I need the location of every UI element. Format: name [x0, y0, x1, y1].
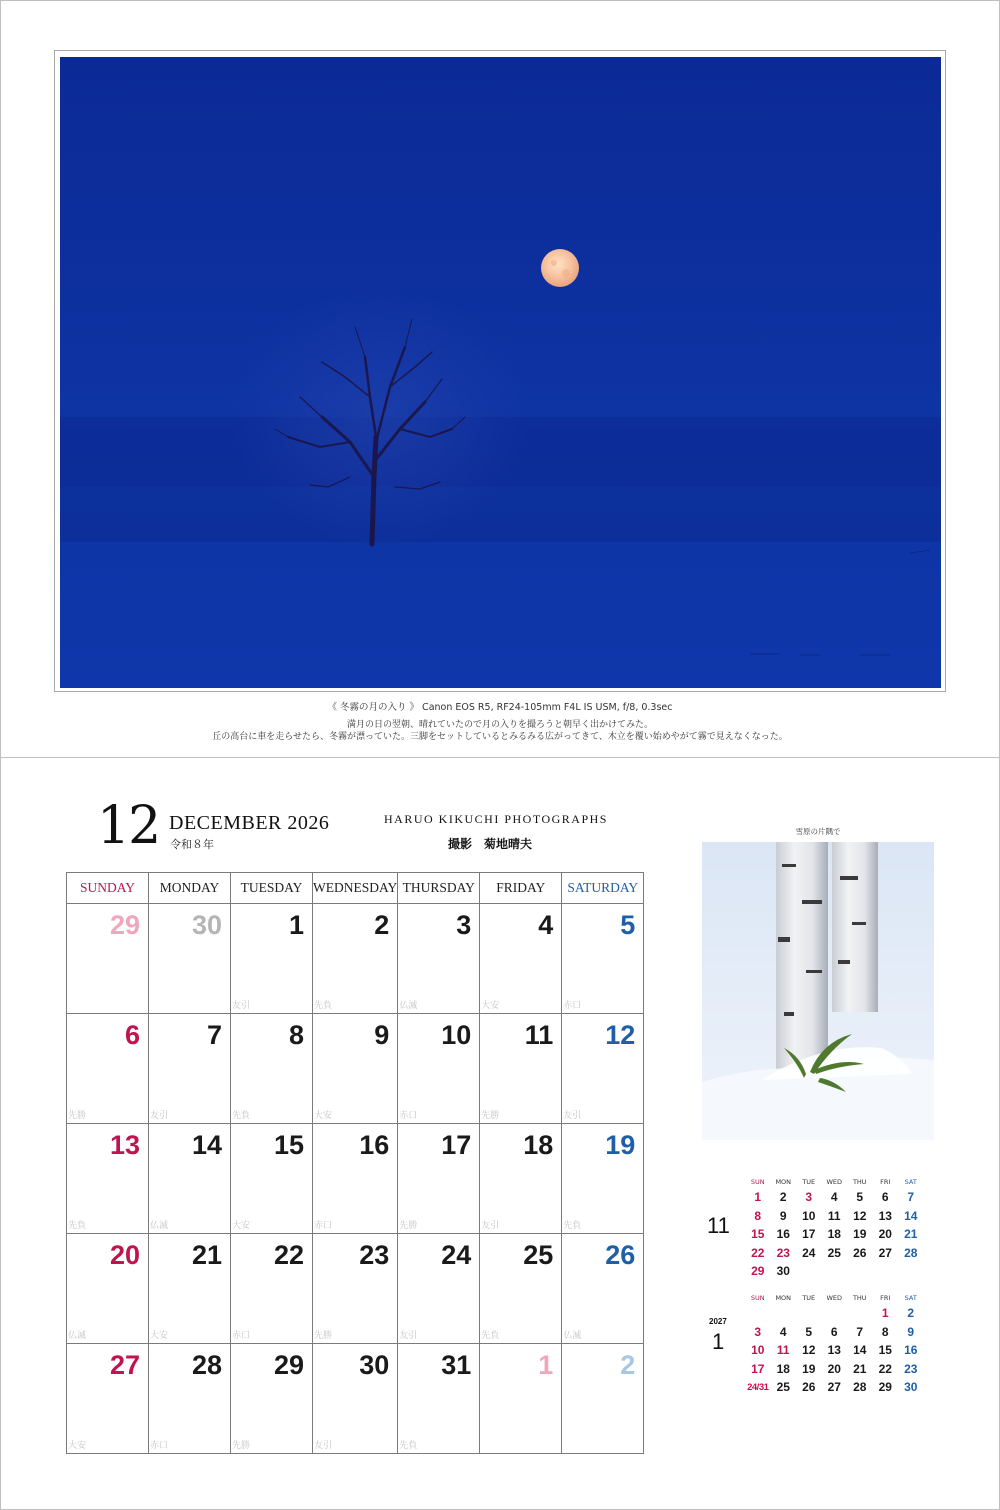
- mini-day: 8: [881, 1324, 889, 1339]
- mini-day: 29: [878, 1380, 892, 1395]
- day-number: 1: [288, 910, 304, 940]
- day-number: 27: [109, 1350, 140, 1380]
- day-number: 25: [523, 1240, 554, 1270]
- rokuyo-label: 先負: [314, 1001, 333, 1011]
- mini-day: 30: [904, 1380, 918, 1395]
- mini-day: 19: [802, 1361, 816, 1376]
- rokuyo-label: 友引: [399, 1331, 418, 1341]
- week-row: [67, 904, 644, 1014]
- rokuyo-label: 友引: [563, 1111, 582, 1121]
- rokuyo-label: 先勝: [399, 1221, 418, 1231]
- weekday-header-row: [67, 873, 644, 904]
- mini-week-row: [745, 1262, 924, 1281]
- week-row: [67, 1014, 644, 1124]
- day-cell[interactable]: [398, 1234, 480, 1344]
- mini-day: 19: [853, 1227, 867, 1242]
- mini-day: 26: [802, 1380, 816, 1395]
- weekday-header: WEDNESDAY: [313, 873, 398, 904]
- day-number: 1: [538, 1350, 554, 1380]
- mini-day: 23: [776, 1245, 790, 1260]
- day-number: 2: [374, 910, 390, 940]
- day-cell[interactable]: [313, 1344, 398, 1454]
- mini-weekday: THU: [852, 1177, 867, 1186]
- mini-week-row: [745, 1207, 924, 1226]
- mini-day: 20: [827, 1361, 841, 1376]
- day-cell[interactable]: [480, 1344, 562, 1454]
- mini-day: 2: [907, 1306, 915, 1321]
- mini-day: 3: [754, 1324, 762, 1339]
- mini-weekday: SUN: [750, 1177, 765, 1186]
- mini-weekday: MON: [775, 1177, 792, 1186]
- month-name: DECEMBER 2026: [169, 812, 330, 834]
- day-number: 8: [288, 1020, 304, 1050]
- mini-day: 13: [827, 1343, 841, 1358]
- day-number: 4: [538, 910, 554, 940]
- day-number: 30: [191, 910, 222, 940]
- mini-weekday-row: [745, 1291, 924, 1304]
- day-number: 10: [441, 1020, 472, 1050]
- mini-day: 11: [827, 1208, 841, 1223]
- mini-week-row: [745, 1378, 924, 1397]
- weekday-header: TUESDAY: [231, 873, 313, 904]
- mini-day: 24/31: [747, 1381, 769, 1393]
- mini-day: 28: [904, 1245, 918, 1260]
- rokuyo-label: 赤口: [563, 1001, 582, 1011]
- day-number: 6: [124, 1020, 140, 1050]
- mini-day: 8: [754, 1208, 762, 1223]
- day-number: 18: [523, 1130, 554, 1160]
- mini-day: 16: [904, 1343, 918, 1358]
- day-number: 16: [359, 1130, 390, 1160]
- day-number: 11: [524, 1020, 554, 1050]
- mini-calendar-january: [745, 1291, 924, 1397]
- mini-day: [822, 1262, 848, 1281]
- rokuyo-label: 先負: [399, 1441, 418, 1451]
- day-number: 23: [359, 1240, 390, 1270]
- mini-weekday: FRI: [880, 1177, 891, 1186]
- day-cell[interactable]: [480, 1014, 562, 1124]
- mini-week-row: [745, 1341, 924, 1360]
- mini-day: [771, 1304, 797, 1323]
- day-number: 29: [109, 910, 140, 940]
- day-number: 24: [441, 1240, 472, 1270]
- day-cell[interactable]: [398, 1344, 480, 1454]
- mini-day: 3: [805, 1190, 813, 1205]
- mini-day: [847, 1304, 873, 1323]
- day-cell[interactable]: [231, 904, 313, 1014]
- day-cell[interactable]: [149, 1014, 231, 1124]
- rokuyo-label: 先勝: [314, 1331, 333, 1341]
- day-cell[interactable]: [398, 904, 480, 1014]
- weekday-header: MONDAY: [149, 873, 231, 904]
- mini-weekday: FRI: [880, 1293, 891, 1302]
- mini-calendar-year: 2027: [709, 1317, 727, 1326]
- day-cell[interactable]: [149, 1234, 231, 1344]
- rokuyo-label: 大安: [481, 1001, 500, 1011]
- mini-day: 7: [907, 1190, 915, 1205]
- mini-day: 5: [805, 1324, 813, 1339]
- mini-weekday: SUN: [750, 1293, 765, 1302]
- mini-day: 27: [827, 1380, 841, 1395]
- rokuyo-label: 先勝: [481, 1111, 500, 1121]
- rokuyo-label: 仏滅: [150, 1221, 169, 1231]
- japanese-era: 令和８年: [170, 838, 214, 851]
- mini-day: 22: [751, 1245, 765, 1260]
- rokuyo-label: 大安: [232, 1221, 251, 1231]
- rokuyo-label: 仏滅: [563, 1331, 582, 1341]
- moon-icon: [541, 249, 579, 287]
- mini-day: 12: [853, 1208, 867, 1223]
- mini-day: 6: [830, 1324, 838, 1339]
- rokuyo-label: 大安: [314, 1111, 333, 1121]
- day-number: 12: [605, 1020, 636, 1050]
- day-number: 15: [273, 1130, 304, 1160]
- mini-day: 6: [881, 1190, 889, 1205]
- photo-title: 《 冬霧の月の入り 》 Canon EOS R5, RF24-105mm F4L IS USM, f/8, 0.3sec: [327, 702, 673, 713]
- mini-weekday: TUE: [802, 1293, 816, 1302]
- mini-day: 13: [878, 1208, 892, 1223]
- day-cell[interactable]: [398, 1124, 480, 1234]
- mini-day: 20: [878, 1227, 892, 1242]
- mini-day: [898, 1262, 924, 1281]
- mini-day: 1: [754, 1190, 762, 1205]
- photo-description-line-2: 丘の高台に車を走らせたら、冬霧が漂っていた。三脚をセットしているとみるみる広がってきて、木立を覆い始めやがて霧で見えなくなった。: [212, 732, 788, 742]
- mini-day: 15: [878, 1343, 892, 1358]
- rokuyo-label: 赤口: [314, 1221, 333, 1231]
- mini-day: 23: [904, 1361, 918, 1376]
- rokuyo-label: 赤口: [150, 1441, 169, 1451]
- day-cell[interactable]: [562, 1234, 644, 1344]
- day-cell[interactable]: [67, 1124, 149, 1234]
- rokuyo-label: 先勝: [68, 1111, 87, 1121]
- mini-week-row: [745, 1323, 924, 1342]
- mini-week-row: [745, 1304, 924, 1323]
- mini-calendar-month-november: 11: [707, 1213, 730, 1238]
- rokuyo-label: 友引: [150, 1111, 169, 1121]
- mini-day: 9: [779, 1208, 787, 1223]
- rokuyo-label: 仏滅: [68, 1331, 87, 1341]
- mini-day: 29: [751, 1264, 765, 1279]
- day-cell[interactable]: [149, 1344, 231, 1454]
- side-photo: [702, 842, 934, 1140]
- mini-day: 17: [802, 1227, 816, 1242]
- mini-day: 15: [751, 1227, 765, 1242]
- day-cell[interactable]: [562, 1014, 644, 1124]
- mini-day: 4: [830, 1190, 838, 1205]
- fold-divider: [0, 757, 1000, 758]
- mini-day: 25: [827, 1245, 841, 1260]
- day-cell[interactable]: [480, 1234, 562, 1344]
- mini-day: 10: [802, 1208, 816, 1223]
- day-cell[interactable]: [562, 1344, 644, 1454]
- mini-day: 4: [779, 1324, 787, 1339]
- day-cell[interactable]: [562, 904, 644, 1014]
- day-cell[interactable]: [231, 1344, 313, 1454]
- day-number: 13: [109, 1130, 140, 1160]
- mini-weekday-row: [745, 1175, 924, 1188]
- mini-day: 27: [878, 1245, 892, 1260]
- rokuyo-label: 先負: [481, 1331, 500, 1341]
- day-cell[interactable]: [313, 1014, 398, 1124]
- mini-week-row: [745, 1360, 924, 1379]
- rokuyo-label: 先負: [68, 1221, 87, 1231]
- day-cell[interactable]: [313, 1234, 398, 1344]
- day-cell[interactable]: [313, 1124, 398, 1234]
- day-cell[interactable]: [149, 904, 231, 1014]
- day-cell[interactable]: [67, 1344, 149, 1454]
- mini-day: 14: [853, 1343, 867, 1358]
- mini-weekday: SAT: [904, 1293, 917, 1302]
- mini-weekday: TUE: [802, 1177, 816, 1186]
- mini-day: 18: [776, 1361, 790, 1376]
- day-number: 22: [273, 1240, 304, 1270]
- rokuyo-label: 友引: [481, 1221, 500, 1231]
- mini-day: 21: [853, 1361, 867, 1376]
- rokuyo-label: 友引: [314, 1441, 333, 1451]
- mini-day: 30: [776, 1264, 790, 1279]
- week-row: [67, 1124, 644, 1234]
- weekday-header: FRIDAY: [480, 873, 562, 904]
- month-number: 12: [97, 796, 160, 856]
- day-cell[interactable]: [231, 1014, 313, 1124]
- mini-day: 25: [776, 1380, 790, 1395]
- mini-day: 14: [904, 1208, 918, 1223]
- day-number: 30: [359, 1350, 390, 1380]
- day-number: 3: [456, 910, 472, 940]
- day-cell[interactable]: [231, 1234, 313, 1344]
- mini-weekday: MON: [775, 1293, 792, 1302]
- day-cell[interactable]: [398, 1014, 480, 1124]
- rokuyo-label: 先負: [232, 1111, 251, 1121]
- mini-week-row: [745, 1188, 924, 1207]
- mini-week-row: [745, 1244, 924, 1263]
- day-number: 29: [273, 1350, 304, 1380]
- mini-day: 22: [878, 1361, 892, 1376]
- mini-weekday: WED: [826, 1177, 843, 1186]
- day-cell[interactable]: [67, 1014, 149, 1124]
- day-cell[interactable]: [231, 1124, 313, 1234]
- day-number: 9: [374, 1020, 390, 1050]
- day-number: 7: [206, 1020, 222, 1050]
- mini-day: 26: [853, 1245, 867, 1260]
- day-number: 17: [441, 1130, 472, 1160]
- photographer-credit-japanese: 撮影 菊地晴夫: [448, 837, 533, 851]
- mini-day: [796, 1304, 822, 1323]
- mini-weekday: THU: [852, 1293, 867, 1302]
- mini-day: 10: [751, 1343, 765, 1358]
- mini-day: 9: [907, 1324, 915, 1339]
- day-number: 26: [605, 1240, 636, 1270]
- side-photo-caption: 雪原の片隅で: [795, 827, 841, 836]
- mini-day: 18: [827, 1227, 841, 1242]
- mini-day: [847, 1262, 873, 1281]
- photographer-credit: HARUO KIKUCHI PHOTOGRAPHS: [384, 812, 608, 826]
- day-number: 21: [191, 1240, 222, 1270]
- day-number: 31: [441, 1350, 472, 1380]
- week-row: [67, 1234, 644, 1344]
- rokuyo-label: 先勝: [232, 1441, 251, 1451]
- mini-day: 24: [802, 1245, 816, 1260]
- day-number: 19: [605, 1130, 636, 1160]
- weekday-header: THURSDAY: [398, 873, 480, 904]
- mini-calendar-november: [745, 1175, 924, 1281]
- mini-day: [796, 1262, 822, 1281]
- mini-day: [745, 1304, 771, 1323]
- photo-description-line-1: 満月の日の翌朝、晴れていたので月の入りを撮ろうと朝早く出かけてみた。: [346, 720, 653, 730]
- day-number: 2: [620, 1350, 636, 1380]
- mini-day: [873, 1262, 899, 1281]
- mini-day: 11: [776, 1343, 790, 1358]
- rokuyo-label: 友引: [232, 1001, 251, 1011]
- weekday-header: SATURDAY: [562, 873, 644, 904]
- mini-day: 5: [856, 1190, 864, 1205]
- rokuyo-label: 仏滅: [399, 1001, 418, 1011]
- week-row: [67, 1344, 644, 1454]
- weekday-header: SUNDAY: [67, 873, 149, 904]
- mini-weekday: WED: [826, 1293, 843, 1302]
- day-number: 20: [109, 1240, 140, 1270]
- day-cell[interactable]: [562, 1124, 644, 1234]
- mini-day: 21: [904, 1227, 918, 1242]
- rokuyo-label: 赤口: [399, 1111, 418, 1121]
- day-cell[interactable]: [149, 1124, 231, 1234]
- rokuyo-label: 大安: [150, 1331, 169, 1341]
- mini-day: 12: [802, 1343, 816, 1358]
- rokuyo-label: 先負: [563, 1221, 582, 1231]
- main-photo: [60, 57, 941, 688]
- mini-week-row: [745, 1225, 924, 1244]
- day-cell[interactable]: [67, 1234, 149, 1344]
- rokuyo-label: 大安: [68, 1441, 87, 1451]
- mini-day: 2: [779, 1190, 787, 1205]
- rokuyo-label: 赤口: [232, 1331, 251, 1341]
- mini-calendar-month-january: 1: [712, 1329, 725, 1354]
- day-number: 14: [191, 1130, 222, 1160]
- mini-day: 16: [776, 1227, 790, 1242]
- mini-day: 17: [751, 1361, 765, 1376]
- day-number: 28: [191, 1350, 222, 1380]
- mini-day: 28: [853, 1380, 867, 1395]
- day-cell[interactable]: [67, 904, 149, 1014]
- mini-day: 1: [881, 1306, 889, 1321]
- day-cell[interactable]: [480, 904, 562, 1014]
- day-cell[interactable]: [480, 1124, 562, 1234]
- mini-day: 7: [856, 1324, 864, 1339]
- mini-weekday: SAT: [904, 1177, 917, 1186]
- day-number: 5: [620, 910, 636, 940]
- mini-day: [822, 1304, 848, 1323]
- day-cell[interactable]: [313, 904, 398, 1014]
- month-grid: [66, 872, 644, 1454]
